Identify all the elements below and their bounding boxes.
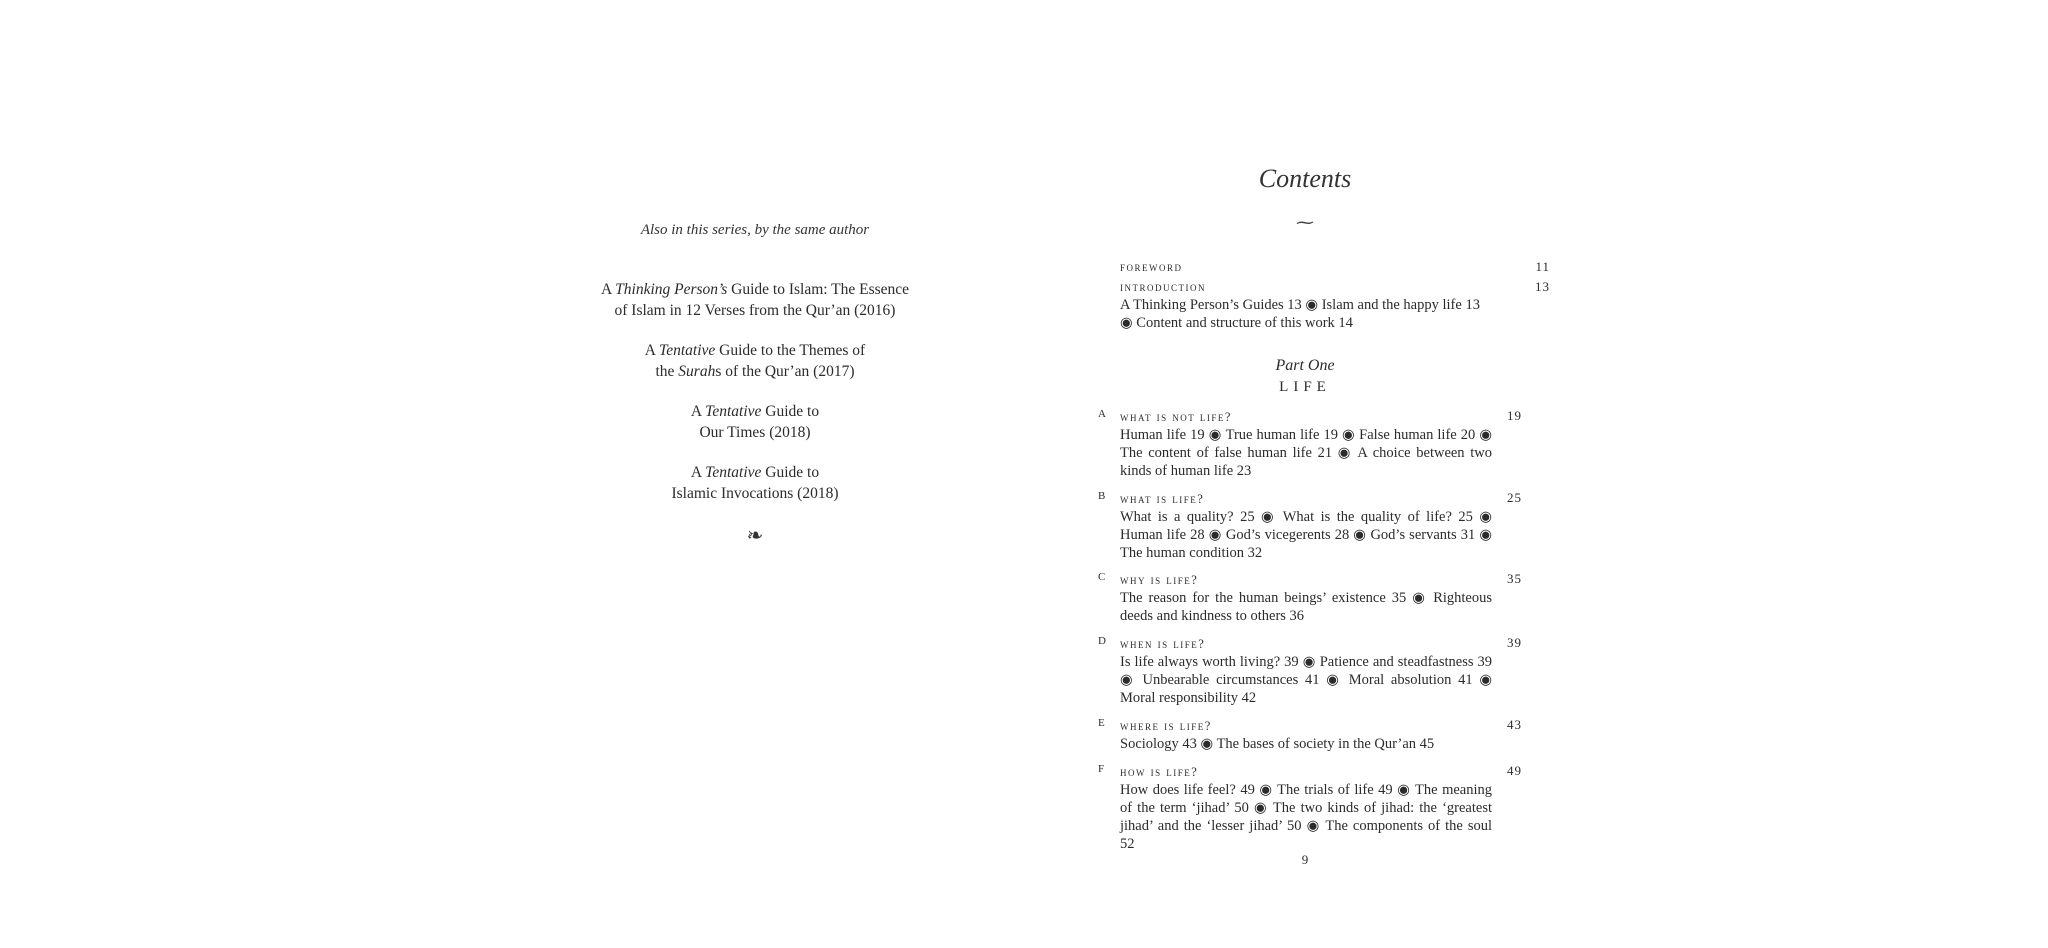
book-italic-text: Tentative [659,342,716,359]
chapter-letter: B [1098,490,1107,502]
book-text: Guide to [761,403,820,420]
series-heading: Also in this series, by the same author [640,222,870,238]
book-italic-text: Tentative [705,403,762,420]
introduction-page: 13 [1535,279,1550,294]
chapter-heading: why is life? [1120,573,1199,587]
toc-foreword [1120,258,1550,277]
introduction-label: introduction [1120,280,1206,294]
book-title-line [590,340,920,361]
book-text: Guide to Islam: The Essence [727,281,910,298]
book-text: Islamic Invocations (2018) [671,485,839,502]
chapter-heading: what is life? [1120,492,1205,506]
book-italic-text: Tentative [705,464,762,481]
chapter-entry [1098,763,1522,853]
chapter-heading: when is life? [1120,637,1206,651]
book-title-line [590,401,920,422]
introduction-desc-line: A Thinking Person’s Guides 13 ◉ Islam and the happy life 13 [1120,297,1480,313]
part-title: LIFE [1279,379,1331,395]
chapter-heading: what is not life? [1120,410,1232,424]
chapter-entry [1098,408,1522,480]
book-text: s of the Qur’an (2017) [715,363,855,380]
book-italic-text: Thinking Person’s [615,281,728,298]
book-entry [590,279,920,321]
chapter-page: 43 [1507,717,1522,732]
book-text: Guide to [761,464,820,481]
chapter-letter: A [1098,408,1107,420]
chapter-entry [1098,635,1522,707]
chapter-entry [1098,571,1522,625]
part-label: Part One [1275,357,1335,374]
chapter-letter: D [1098,635,1107,647]
book-text: of Islam in 12 Verses from the Qur’an (2016) [614,302,896,319]
book-title-line [590,300,920,321]
left-page [590,222,920,548]
chapter-entry [1098,717,1522,753]
book-entry [590,340,920,382]
chapter-heading: how is life? [1120,765,1199,779]
contents-title: Contents [1258,164,1352,193]
book-entry [590,401,920,443]
chapter-desc: Sociology 43 ◉ The bases of society in the Qur’an 45 [1120,736,1435,752]
book-text: Guide to the Themes of [715,342,866,359]
chapter-page: 39 [1507,635,1522,650]
book-text: A [690,464,706,481]
chapter-page: 19 [1507,408,1522,423]
foreword-label: foreword [1120,260,1183,274]
chapter-letter: E [1098,717,1106,729]
chapter-desc: Is life always worth living? 39 ◉ Patience and steadfastness 39 ◉ Unbearable circumstances 41 ◉ Moral absolution 41 ◉ Moral responsibility 42 [1120,654,1492,706]
book-text: A [690,403,706,420]
book-text: A [644,342,659,359]
chapter-page: 25 [1507,490,1522,505]
book-title-line [590,279,920,300]
chapter-desc: Human life 19 ◉ True human life 19 ◉ False human life 20 ◉ The content of false human life 21 ◉ A choice between two kinds of human life 23 [1120,427,1492,479]
foreword-page: 11 [1535,259,1550,274]
chapter-page: 49 [1507,763,1522,778]
chapter-desc: How does life feel? 49 ◉ The trials of life 49 ◉ The meaning of the term ‘jihad’ 50 ◉ The two kinds of jihad: the ‘greatest jihad’ and the ‘lesser jihad’ 50 ◉ The components of the soul 52 [1120,782,1492,852]
chapter-page: 35 [1507,571,1522,586]
book-title-line [590,462,920,483]
book-text: A [600,281,616,298]
chapter-letter: C [1098,571,1107,583]
book-text: the [655,363,679,380]
book-text: Our Times (2018) [699,424,811,441]
toc-introduction [1120,278,1550,332]
chapter-entry [1098,490,1522,562]
chapter-heading: where is life? [1120,719,1212,733]
page-folio: 9 [1301,852,1309,867]
book-italic-text: Surah [678,363,716,380]
book-title-line [590,361,920,382]
chapter-desc: The reason for the human beings’ existence 35 ◉ Righteous deeds and kindness to others 36 [1120,590,1492,624]
book-title-line [590,422,920,443]
chapter-desc: What is a quality? 25 ◉ What is the quality of life? 25 ◉ Human life 28 ◉ God’s vicegerents 28 ◉ God’s servants 31 ◉ The human condition 32 [1120,509,1492,561]
swash-ornament-icon: ⁓ [1296,212,1314,232]
fleuron-icon: ❧ [746,525,764,547]
book-title-line [590,483,920,504]
introduction-desc-line: ◉ Content and structure of this work 14 [1120,315,1353,331]
book-entry [590,462,920,504]
chapter-letter: F [1098,763,1106,775]
